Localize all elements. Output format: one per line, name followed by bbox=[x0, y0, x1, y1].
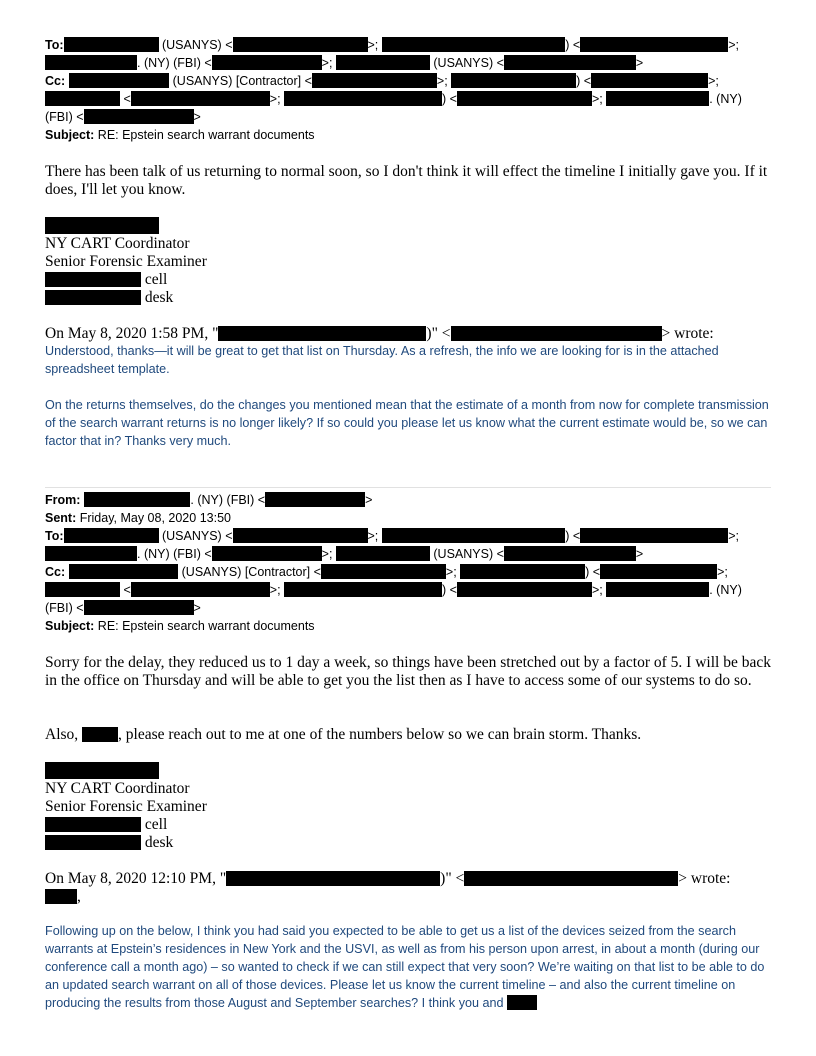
signature-desk: desk bbox=[45, 834, 173, 852]
redaction bbox=[382, 528, 565, 543]
redaction bbox=[45, 889, 77, 904]
header-text: >; bbox=[591, 92, 607, 106]
redaction bbox=[580, 37, 728, 52]
subject-label: Subject: bbox=[45, 619, 95, 633]
redaction bbox=[451, 73, 576, 88]
redaction bbox=[131, 582, 270, 597]
subject-value: RE: Epstein search warrant documents bbox=[94, 619, 315, 633]
redaction bbox=[212, 546, 322, 561]
cc-label: Cc: bbox=[45, 565, 66, 579]
redaction bbox=[265, 492, 365, 507]
quote2-salutation: , bbox=[45, 888, 81, 906]
header1-subject-line bbox=[45, 126, 315, 144]
redaction bbox=[312, 73, 437, 88]
header-text: (USANYS) < bbox=[429, 56, 504, 70]
reply1-body: There has been talk of us returning to normal soon, so I don't think it will effect the timeline I initially gave you. If it does, I'll let you know. bbox=[45, 163, 768, 198]
redaction bbox=[284, 91, 442, 106]
header-text: (USANYS) < bbox=[158, 38, 233, 52]
header-text: >; bbox=[728, 529, 739, 543]
header-text: >; bbox=[445, 565, 461, 579]
signature-cell: cell bbox=[45, 816, 167, 834]
header-text: . (NY) (FBI) < bbox=[137, 56, 212, 70]
header-text: > bbox=[193, 110, 201, 124]
header-text: >; bbox=[269, 583, 285, 597]
header-text: (FBI) < bbox=[45, 110, 84, 124]
redaction bbox=[45, 55, 137, 70]
header2-cc-line bbox=[45, 563, 728, 581]
redaction bbox=[131, 91, 270, 106]
header-text: ) < bbox=[565, 38, 581, 52]
header-text: >; bbox=[321, 547, 336, 561]
signature-desk: desk bbox=[45, 289, 173, 307]
redaction bbox=[336, 546, 430, 561]
header-text: . (NY) bbox=[709, 92, 742, 106]
redaction bbox=[45, 91, 120, 106]
signature-name-redaction bbox=[45, 762, 159, 781]
redaction bbox=[84, 109, 194, 124]
header-text: < bbox=[120, 583, 131, 597]
redaction bbox=[69, 564, 178, 579]
redaction bbox=[45, 272, 141, 287]
redaction bbox=[69, 73, 169, 88]
signature-title: NY CART Coordinator bbox=[45, 780, 190, 797]
to-label: To: bbox=[45, 529, 64, 543]
quote2-intro: On May 8, 2020 12:10 PM, " )" < > wrote: bbox=[45, 870, 731, 887]
redaction bbox=[45, 290, 141, 305]
header1-to-line bbox=[45, 36, 739, 54]
redaction bbox=[45, 546, 137, 561]
redaction bbox=[233, 37, 368, 52]
header-text: >; bbox=[717, 565, 728, 579]
header-text: ) < bbox=[585, 565, 601, 579]
header-text: > bbox=[635, 56, 644, 70]
header-text: (USANYS) < bbox=[158, 529, 233, 543]
header-text: >; bbox=[321, 56, 336, 70]
redaction bbox=[45, 582, 120, 597]
redaction bbox=[45, 835, 141, 850]
header2-sent-line bbox=[45, 509, 231, 527]
redaction bbox=[591, 73, 708, 88]
header-text: . (NY) (FBI) < bbox=[190, 493, 266, 507]
reply2-para2: Also, , please reach out to me at one of the numbers below so we can brain storm. Thanks. bbox=[45, 726, 642, 743]
redaction bbox=[284, 582, 442, 597]
header2-from-line bbox=[45, 491, 372, 509]
redaction bbox=[451, 326, 662, 341]
message-divider bbox=[45, 487, 771, 488]
header1-cc-line bbox=[45, 72, 719, 90]
subject-label: Subject: bbox=[45, 128, 95, 142]
to-label: To: bbox=[45, 38, 64, 52]
redaction bbox=[504, 546, 636, 561]
redaction bbox=[606, 91, 709, 106]
redaction bbox=[507, 995, 537, 1010]
redaction bbox=[464, 871, 678, 886]
redaction bbox=[64, 37, 159, 52]
redaction bbox=[321, 564, 446, 579]
signature-title: NY CART Coordinator bbox=[45, 235, 190, 252]
redaction bbox=[460, 564, 585, 579]
from-label: From: bbox=[45, 493, 81, 507]
redaction bbox=[84, 600, 194, 615]
header-text: > bbox=[193, 601, 201, 615]
header-text: >; bbox=[591, 583, 607, 597]
header-text: ) < bbox=[565, 529, 581, 543]
header-text: (USANYS) [Contractor] < bbox=[169, 74, 312, 88]
redaction bbox=[212, 55, 322, 70]
header2-subject-line bbox=[45, 617, 315, 635]
header2-to-line bbox=[45, 527, 739, 545]
header-text: >; bbox=[728, 38, 739, 52]
header1-cc-line3 bbox=[45, 108, 201, 126]
redaction bbox=[457, 91, 592, 106]
redaction bbox=[600, 564, 717, 579]
quote1-para1: Understood, thanks—it will be great to get that list on Thursday. As a refresh, the info we are looking for is in the attached spreadsheet template. bbox=[45, 344, 719, 376]
signature-name-redaction bbox=[45, 217, 159, 236]
header-text: > bbox=[365, 493, 373, 507]
header-text: >; bbox=[367, 38, 379, 52]
sent-value: Friday, May 08, 2020 13:50 bbox=[76, 511, 231, 525]
header1-to-line2 bbox=[45, 54, 643, 72]
header-text: ) < bbox=[442, 92, 457, 106]
redaction bbox=[84, 492, 190, 507]
redaction bbox=[226, 871, 440, 886]
sent-label: Sent: bbox=[45, 511, 77, 525]
redaction bbox=[233, 528, 368, 543]
redaction bbox=[457, 582, 592, 597]
signature-role: Senior Forensic Examiner bbox=[45, 253, 207, 270]
header-text: >; bbox=[436, 74, 452, 88]
redaction bbox=[606, 582, 709, 597]
reply2-para1: Sorry for the delay, they reduced us to 1 day a week, so things have been stretched out by a factor of 5. I will be back in the office on Thursday and will be able to get you the list then as I have to access some of our systems to do so. bbox=[45, 654, 771, 689]
header-text: (USANYS) < bbox=[429, 547, 504, 561]
quote2-para1: Following up on the below, I think you had said you expected to be able to get us a list of the devices seized from the search warrants at Epstein’s residences in New York and the USVI, as well as from his person upon arrest, in about a month (during our conference call a month ago) – so wanted to check if we can still expect that very soon? We’re waiting on that list to be able to do an updated search warrant on all of those devices. Please let us know the current timeline – and also the current timeline on producing the results from those August and September searches? I think you and bbox=[45, 924, 765, 1010]
header-text: >; bbox=[708, 74, 719, 88]
redaction bbox=[64, 528, 159, 543]
redaction bbox=[504, 55, 636, 70]
header-text: ) < bbox=[576, 74, 592, 88]
redaction bbox=[218, 326, 426, 341]
header-text: > bbox=[635, 547, 644, 561]
header-text: >; bbox=[367, 529, 379, 543]
header-text: . (NY) bbox=[709, 583, 742, 597]
header1-cc-line2 bbox=[45, 90, 742, 108]
header-text: >; bbox=[269, 92, 285, 106]
subject-value: RE: Epstein search warrant documents bbox=[94, 128, 315, 142]
quote1-intro: On May 8, 2020 1:58 PM, " )" < > wrote: bbox=[45, 325, 714, 342]
redaction bbox=[580, 528, 728, 543]
header-text: ) < bbox=[442, 583, 457, 597]
redaction bbox=[82, 727, 118, 742]
cc-label: Cc: bbox=[45, 74, 66, 88]
quote1-para2: On the returns themselves, do the changes you mentioned mean that the estimate of a month from now for complete transmission of the search warrant returns is no longer likely? If so could you please let us know what the current estimate would be, so we can factor that in? Thanks very much. bbox=[45, 398, 769, 448]
redaction bbox=[382, 37, 565, 52]
header2-cc-line2 bbox=[45, 581, 742, 599]
signature-cell: cell bbox=[45, 271, 167, 289]
header2-to-line2 bbox=[45, 545, 643, 563]
signature-role: Senior Forensic Examiner bbox=[45, 798, 207, 815]
header-text: (USANYS) [Contractor] < bbox=[178, 565, 321, 579]
header-text: (FBI) < bbox=[45, 601, 84, 615]
header-text: < bbox=[120, 92, 131, 106]
header-text: . (NY) (FBI) < bbox=[137, 547, 212, 561]
redaction bbox=[45, 817, 141, 832]
redaction bbox=[336, 55, 430, 70]
header2-cc-line3 bbox=[45, 599, 201, 617]
